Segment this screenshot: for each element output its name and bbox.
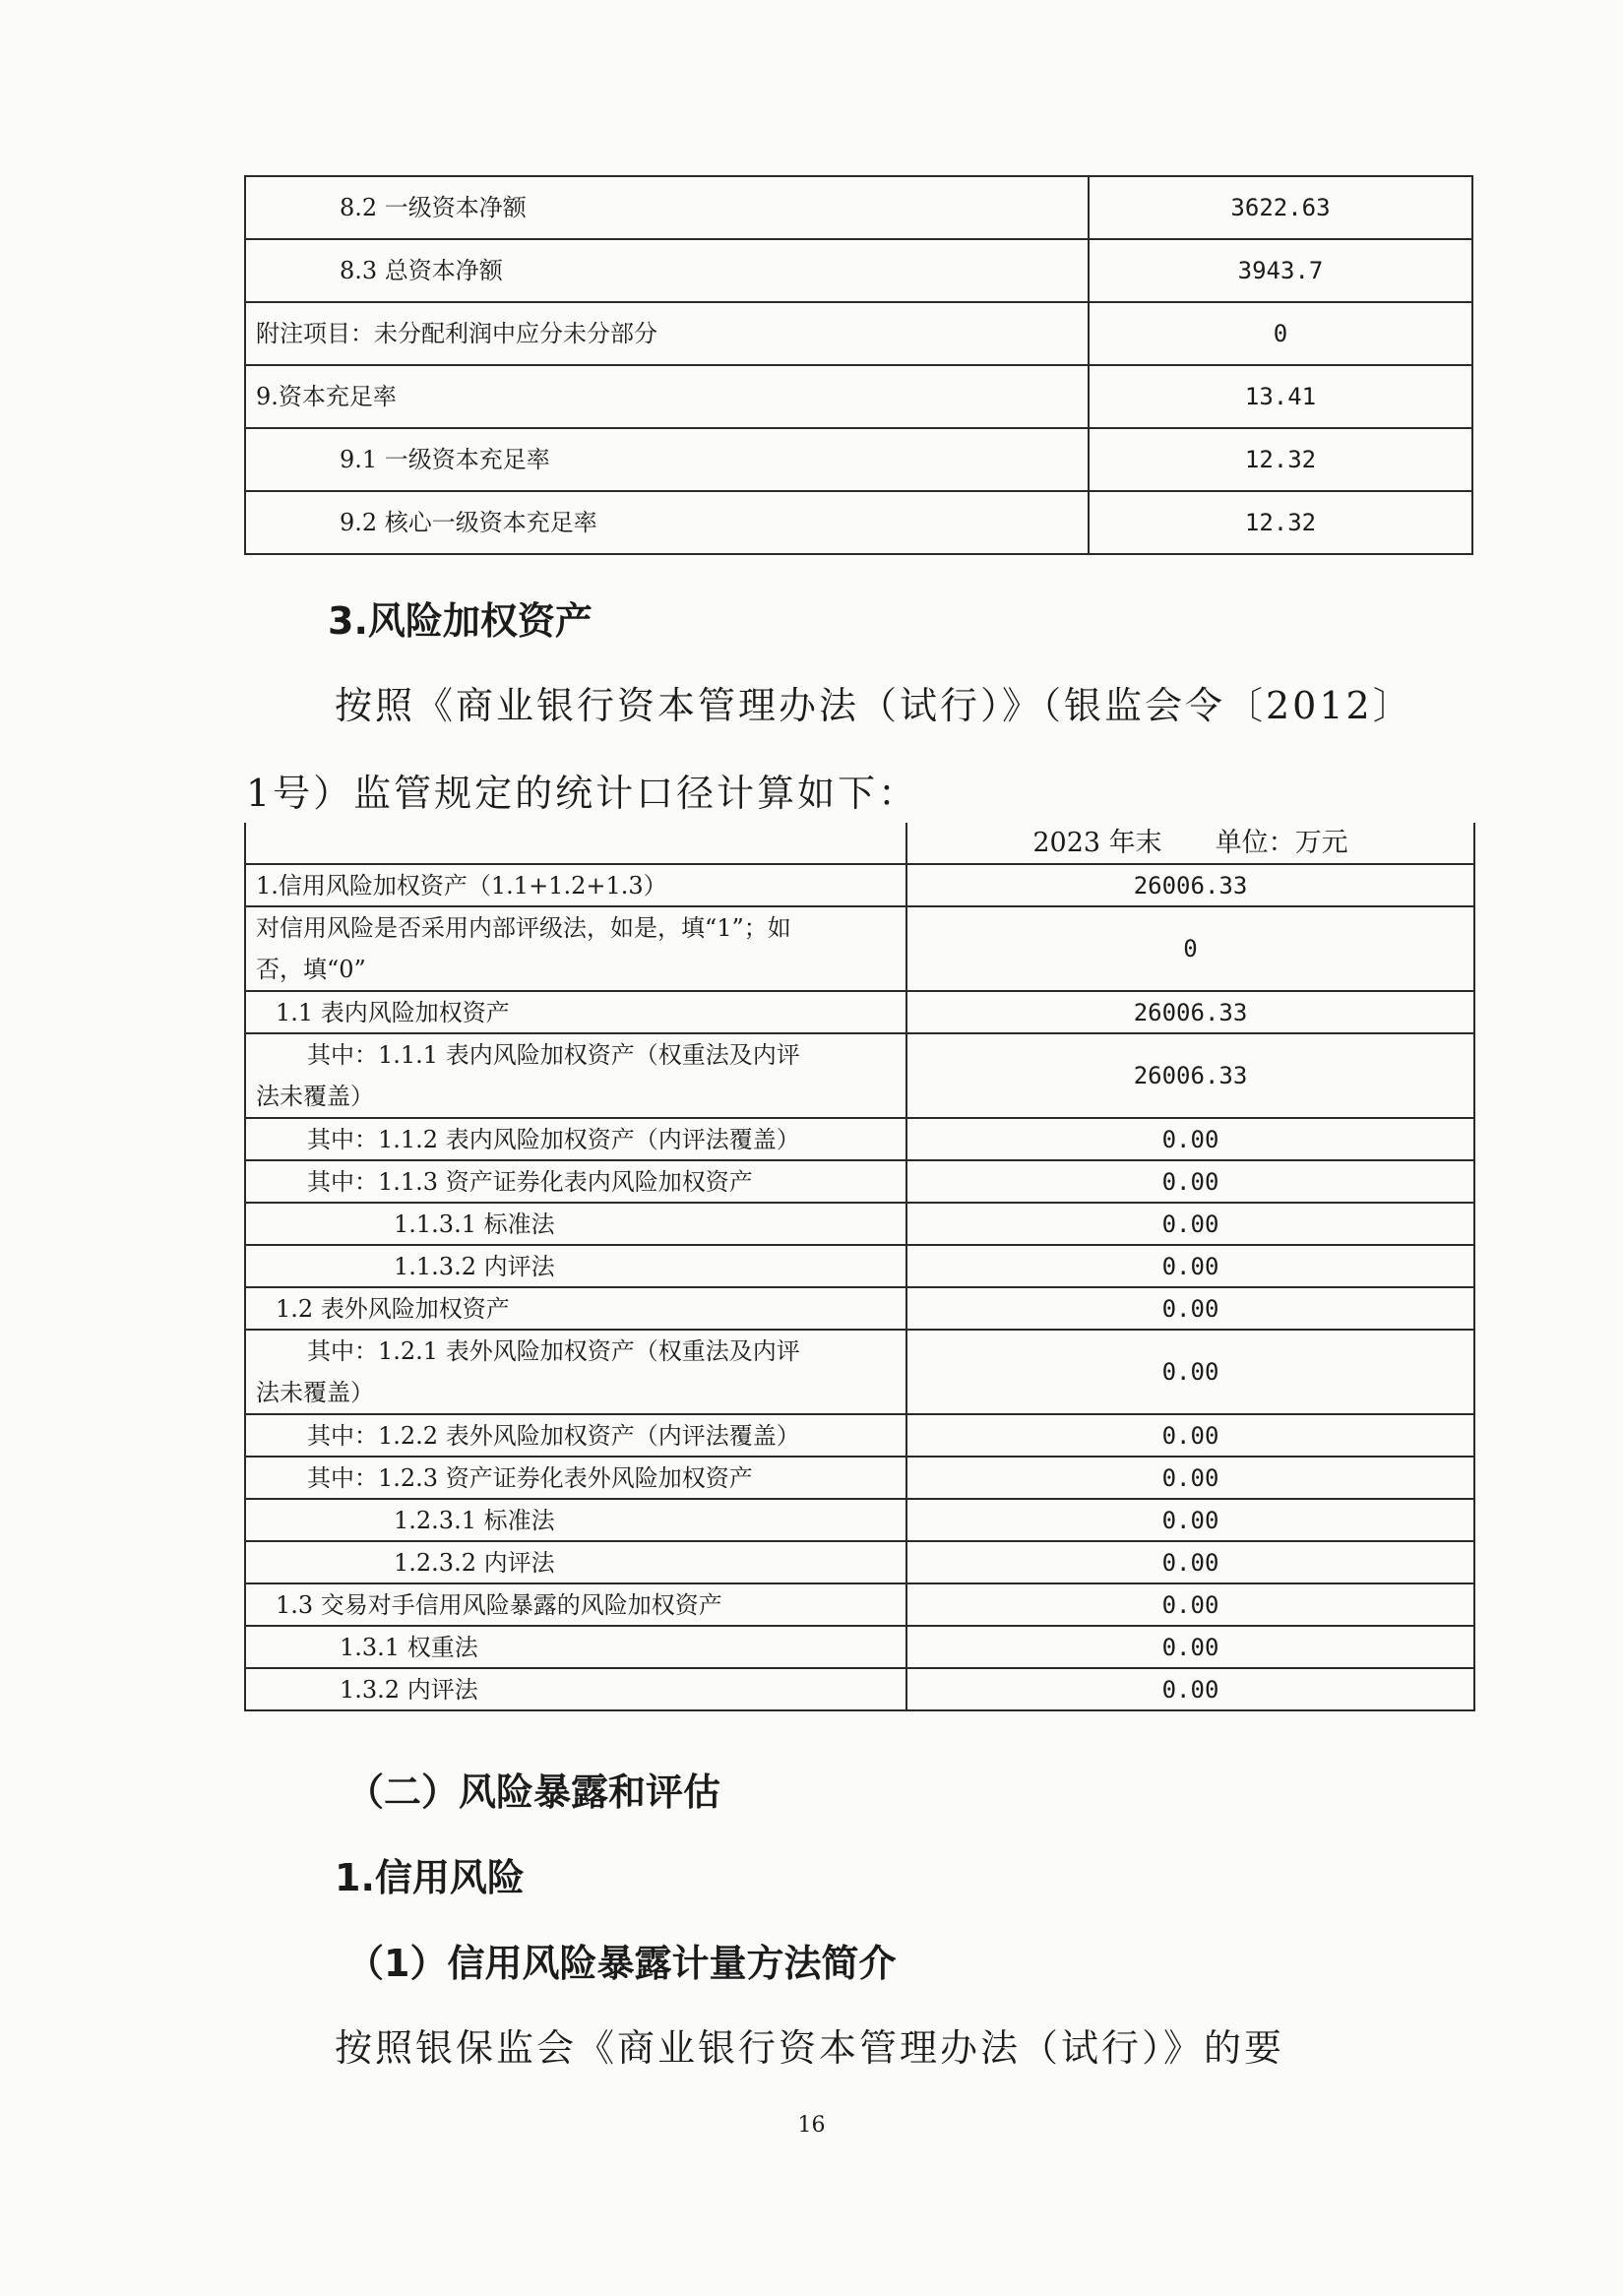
row-value: 0 [1089, 302, 1472, 365]
row-value: 0.00 [906, 1583, 1474, 1626]
row-label-line: 其中：1.1.1 表内风险加权资产（权重法及内评 [307, 1041, 800, 1069]
row-label: 其中：1.2.3 资产证券化表外风险加权资产 [245, 1457, 906, 1499]
row-label: 其中：1.1.2 表内风险加权资产（内评法覆盖） [245, 1118, 906, 1160]
row-label: 1.2 表外风险加权资产 [245, 1287, 906, 1330]
row-value: 13.41 [1089, 365, 1472, 428]
row-label [245, 1033, 906, 1118]
row-label-line: 否，填“0” [256, 956, 366, 983]
table-row [245, 1668, 1474, 1710]
table-row [245, 239, 1472, 302]
table-row [245, 1583, 1474, 1626]
capital-adequacy-table [244, 175, 1473, 555]
row-label-line: 其中：1.2.1 表外风险加权资产（权重法及内评 [307, 1337, 800, 1365]
row-label: 1.3 交易对手信用风险暴露的风险加权资产 [245, 1583, 906, 1626]
row-value: 0.00 [906, 1499, 1474, 1541]
table-row [245, 1457, 1474, 1499]
table-row [245, 1203, 1474, 1245]
row-value: 0.00 [906, 1160, 1474, 1203]
row-label: 1.2.3.2 内评法 [245, 1541, 906, 1583]
table-row [245, 428, 1472, 491]
table-row [245, 491, 1472, 554]
row-value: 26006.33 [906, 991, 1474, 1033]
row-label: 1.信用风险加权资产（1.1+1.2+1.3） [245, 864, 906, 906]
table-row [245, 1245, 1474, 1287]
row-label [245, 1330, 906, 1414]
row-value: 0.00 [906, 1457, 1474, 1499]
row-label: 9.资本充足率 [245, 365, 1089, 428]
table-row [245, 1499, 1474, 1541]
row-label: 1.1.3.2 内评法 [245, 1245, 906, 1287]
row-value: 0.00 [906, 1245, 1474, 1287]
row-label: 1.2.3.1 标准法 [245, 1499, 906, 1541]
row-label: 1.1 表内风险加权资产 [245, 991, 906, 1033]
row-label: 其中：1.2.2 表外风险加权资产（内评法覆盖） [245, 1414, 906, 1457]
table-row [245, 1118, 1474, 1160]
table-row [245, 302, 1472, 365]
section-heading: 3.风险加权资产 [328, 599, 593, 643]
paragraph-line: 1号）监管规定的统计口径计算如下： [246, 772, 919, 815]
row-value: 0.00 [906, 1414, 1474, 1457]
row-value: 3622.63 [1089, 176, 1472, 239]
table-row [245, 176, 1472, 239]
row-value: 0.00 [906, 1118, 1474, 1160]
row-label: 8.2 一级资本净额 [245, 176, 1089, 239]
header-unit-cell: 2023 年末 单位：万元 [906, 823, 1474, 864]
row-value: 0.00 [906, 1287, 1474, 1330]
row-label: 附注项目：未分配利润中应分未分部分 [245, 302, 1089, 365]
row-value: 0 [906, 906, 1474, 991]
row-label: 其中：1.1.3 资产证券化表内风险加权资产 [245, 1160, 906, 1203]
row-label: 1.3.2 内评法 [245, 1668, 906, 1710]
table-row [245, 1414, 1474, 1457]
table-row [245, 1330, 1474, 1414]
row-label-line: 法未覆盖） [256, 1083, 374, 1110]
table-row [245, 1033, 1474, 1118]
row-value: 12.32 [1089, 491, 1472, 554]
row-value: 26006.33 [906, 1033, 1474, 1118]
row-value: 3943.7 [1089, 239, 1472, 302]
table-row [245, 991, 1474, 1033]
header-blank-cell [245, 823, 906, 864]
row-label: 1.1.3.1 标准法 [245, 1203, 906, 1245]
row-label [245, 906, 906, 991]
row-value: 12.32 [1089, 428, 1472, 491]
row-label: 1.3.1 权重法 [245, 1626, 906, 1668]
row-label: 9.2 核心一级资本充足率 [245, 491, 1089, 554]
section-heading: 1.信用风险 [335, 1856, 525, 1899]
paragraph-line: 按照银保监会《商业银行资本管理办法（试行）》的要 [335, 2026, 1285, 2070]
row-value: 0.00 [906, 1668, 1474, 1710]
table-row [245, 365, 1472, 428]
row-value: 0.00 [906, 1330, 1474, 1414]
row-value: 26006.33 [906, 864, 1474, 906]
paragraph-line: 按照《商业银行资本管理办法（试行）》（银监会令〔2012〕 [335, 684, 1413, 727]
table-row [245, 864, 1474, 906]
row-label: 9.1 一级资本充足率 [245, 428, 1089, 491]
page-number: 16 [797, 2113, 826, 2138]
table-row [245, 1626, 1474, 1668]
table-row [245, 906, 1474, 991]
row-label-line: 法未覆盖） [256, 1379, 374, 1406]
row-label-line: 对信用风险是否采用内部评级法，如是，填“1”；如 [256, 914, 791, 942]
table-row [245, 1541, 1474, 1583]
risk-weighted-assets-table [244, 823, 1475, 1711]
table-header-row [245, 823, 1474, 864]
row-value: 0.00 [906, 1541, 1474, 1583]
row-value: 0.00 [906, 1203, 1474, 1245]
table-row [245, 1287, 1474, 1330]
row-label: 8.3 总资本净额 [245, 239, 1089, 302]
table-row [245, 1160, 1474, 1203]
section-heading: （二）风险暴露和评估 [346, 1770, 721, 1814]
row-value: 0.00 [906, 1626, 1474, 1668]
section-heading: （1）信用风险暴露计量方法简介 [346, 1942, 897, 1985]
